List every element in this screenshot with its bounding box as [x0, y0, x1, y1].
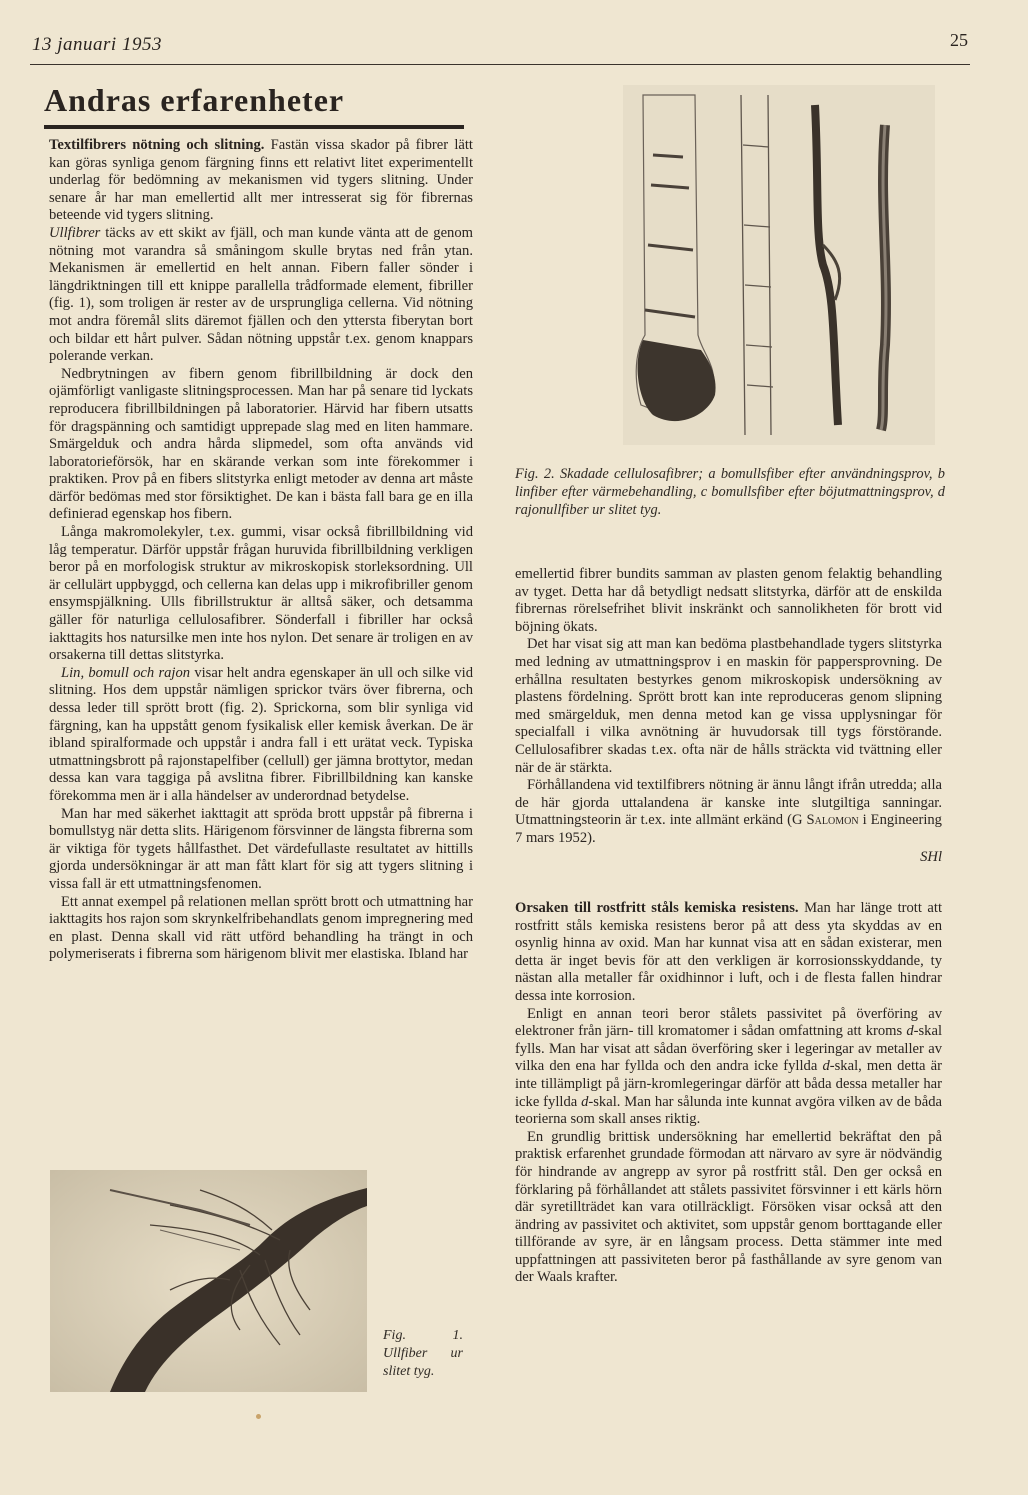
column-right-top	[515, 566, 942, 866]
paragraph: Ett annat exempel på relationen mellan sprött brott och utmattning har iakttagits hos rajon som skrynkelfribehandlats genom impregnering med en plast. Denna skall vid rätt utförd behandling ha trängt in och polymeriserats i fibrerna som härigenom blivit mer elastiska. Ibland har	[49, 893, 473, 963]
title-rule	[44, 125, 464, 129]
figure-2-caption: Fig. 2. Skadade cellulosafibrer; a bomullsfiber efter användningsprov, b linfiber efter värmebehandling, c bomullsfiber efter böjutmattningsprov, d rajonullfiber ur slitet tyg.	[515, 466, 945, 518]
paragraph: Orsaken till rostfritt ståls kemiska resistens. Man har länge trott att rostfritt ståls kemiska resistens beror på att dess yta skyddas av en osynlig hinna av oxid. Man har kunnat visa att en sådan existerar, men detta är inget bevis för att den verkligen är korrosionsskyddande, ty nästan alla metaller får oxidhinnor i luft, och i de flesta fallen hindrar dessa inte korrosion.	[515, 900, 942, 1004]
paragraph: Enligt en annan teori beror stålets passivitet på överföring av elektroner från järn- till kromatomer i sådan omfattning att kroms d-skal fylls. Man har visat att sådan överföring sker i legeringar av metaller av vilka den ena har fyllda och den andra icke fyllda d-skal, men detta är inte tillämpligt på järn-kromlegeringar därför att båda dessa metaller har icke fyllda d-skal. Man har sålunda inte kunnat avgöra vilken av de båda teorierna som skall anses riktig.	[515, 1005, 942, 1128]
figure-2-cellulose-fibers-photo	[623, 85, 935, 445]
paragraph: En grundlig brittisk undersökning har emellertid bekräftat den på praktisk erfarenhet grundade förmodan att närvaro av syre är nödvändig för hindrande av angrepp av syror på rostfritt stål. Den ger också en förklaring på förhållandet att stålets passivitet försvinner i ett kärls hörn där syretillträdet kan vara otillräckligt. Försöken visar också att den ändring av passivitet och aktivitet, som uppstår genom borttagande eller tillförande av syre, är en långsam process. Detta stämmer inte med uppfattningen att passiviteten beror på fasthållande av syre genom van der Waals krafter.	[515, 1128, 942, 1286]
page-number: 25	[950, 30, 968, 50]
figure-1-wool-fiber-photo	[50, 1170, 367, 1392]
paragraph: Ullfibrer täcks av ett skikt av fjäll, och man kunde vänta att de genom nötning mot varandra så småningom skulle brytas ned från ytan. Mekanismen är emellertid en helt annan. Fibern faller sönder i längdriktningen till ett knippe parallella trådformade element, fibriller (fig. 1), som troligen är rester av de ursprungliga cellerna. Vid nötning mot andra föremål slits däremot fjällen och den yttersta fiberytan bort och bildar ett hårt pulver. Sådan nötning uppstår t.ex. genom knappars polerande verkan.	[49, 224, 473, 365]
paragraph: Textilfibrers nötning och slitning. Fastän vissa skador på fibrer lätt kan göras synliga genom färgning finns ett relativt litet experimentellt underlag för bedömning av mekanismen vid tygers slitning. Under senare år har man emellertid allt mer intresserat sig för fibrernas beteende vid tygers slitning.	[49, 137, 473, 224]
paragraph: Man har med säkerhet iakttagit att spröda brott uppstår på fibrerna i bomullstyg när detta slits. Härigenom försvinner de längsta fibrerna som är viktiga för tygets hållfasthet. Det värdefullaste resultatet av hittills gjorda undersökningar är att man fått klart för sig att tygers slitning i vissa fall är ett utmattningsfenomen.	[49, 805, 473, 892]
column-right-bottom	[515, 900, 942, 1287]
paragraph: emellertid fibrer bundits samman av plasten genom felaktig behandling av tyget. Detta har då betydligt nedsatt slitstyrka, därför att de enskilda fibrernas rörelsefrihet blivit inskränkt och sannolikheten för brott vid böjning ökats.	[515, 566, 942, 635]
print-speck	[256, 1414, 261, 1419]
paragraph: Långa makromolekyler, t.ex. gummi, visar också fibrillbildning vid låg temperatur. Därför uppstår frågan huruvida fibrillbildning verkligen beror på en morfologisk struktur av mikroskopisk storleksordning. Ull är cellulärt uppbyggd, och cellerna kan delas upp i mikrofibriller genom ensymspjälkning. Ulls fibrillstruktur är alltså säker, och detsamma gäller för naturliga cellulosafibrer. Sönderfall i fibriller har också iakttagits hos natursilke men inte hos nylon. Det senare är troligen en av orsakerna till dettas slitstyrka.	[49, 524, 473, 664]
paragraph: Förhållandena vid textilfibrers nötning är ännu långt ifrån utredda; alla de här gjorda uttalandena är kanske inte slutgiltiga sanningar. Utmattningsteorin är t.ex. inte allmänt erkänd (G Salomon i Engineering 7 mars 1952).	[515, 777, 942, 846]
author-signature: SHl	[920, 848, 942, 865]
cited-author: Salomon	[806, 812, 859, 829]
figure-1-caption: Fig. 1. Ullfiber ur slitet tyg.	[383, 1328, 463, 1379]
article-heading: Orsaken till rostfritt ståls kemiska resistens.	[515, 900, 799, 916]
paragraph: Nedbrytningen av fibern genom fibrillbildning är dock den ojämförligt vanligaste slitningsprocessen. Man har på senare tid lyckats reproducera fibrillbildningen på laboratorier. Härvid har fibern utsatts för dragspänning och samtidigt upprepade slag med en liten hammare. Smärgelduk och andra hårda slipmedel, som ofta används vid laboratorieförsök, har en skärande verkan som inte förekommer i praktiken. Prov på en fibers slitstyrka enligt metoder av denna art måste därför bedömas med stor försiktighet. De kan i bästa fall bara ge en illa definierad egenskap hos fibern.	[49, 365, 473, 523]
header-rule	[30, 64, 970, 65]
section-title: Andras erfarenheter	[44, 82, 345, 118]
issue-date: 13 januari 1953	[32, 34, 162, 55]
paragraph: Lin, bomull och rajon visar helt andra egenskaper än ull och silke vid slitning. Hos dem uppstår nämligen sprickor tvärs över fibrerna, och dessa leder till sprött brott (fig. 2). Sprickorna, som blir synliga vid färgning, kan ha uppstått genom fysikalisk eller kemisk åverkan. De är ibland spiralformade och uppstår i andra fall i ett urätat veck. Typiska utmattningsbrott på rajonstapelfiber (cellull) ger jämna brottytor, medan dessa kan vara taggiga på avslitna fibrer. Fibrillbildning kan kanske förekomma men är i alla händelser av underordnad betydelse.	[49, 664, 473, 804]
column-left	[49, 137, 473, 964]
paragraph: Det har visat sig att man kan bedöma plastbehandlade tygers slitstyrka med ledning av utmattningsprov i en maskin för pappersprovning. De erhållna resultaten bestyrkes genom mikroskopisk undersökning av plastens fördelning. Sprött brott kan inte reproduceras genom slipning med smärgelduk, men denna metod kan ge vissa upplysningar för specialfall i vilka avnötning är huvudorsak till tygs förstörande. Cellulosafibrer skadas t.ex. ofta när de hålls sträckta vid tvättning eller när de är stärkta.	[515, 636, 942, 776]
article-heading: Textilfibrers nötning och slitning.	[49, 137, 265, 153]
